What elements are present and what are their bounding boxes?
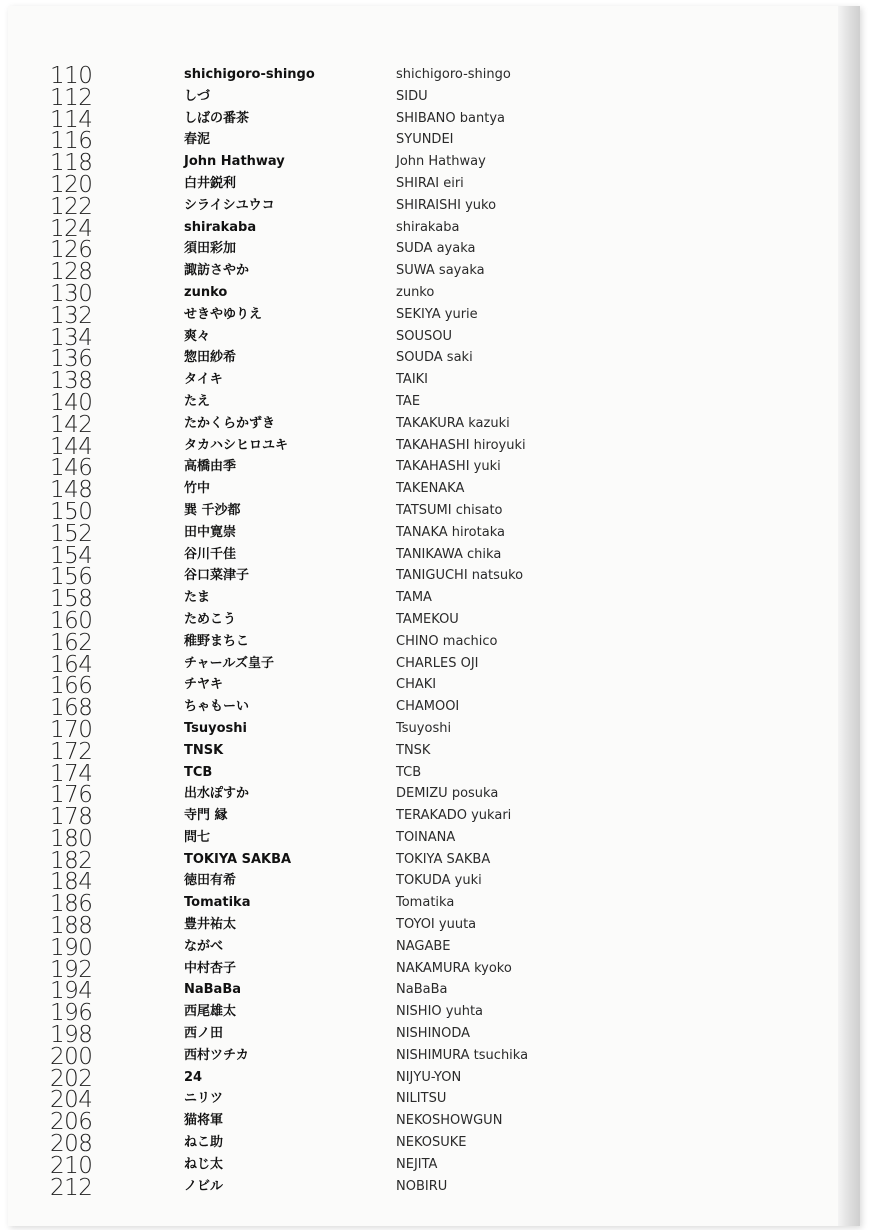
artist-name-romaji: CHINO machico xyxy=(396,633,498,649)
page-number: 174 xyxy=(50,760,93,787)
artist-name-romaji: SYUNDEI xyxy=(396,132,454,148)
page-number: 122 xyxy=(50,193,93,220)
index-row xyxy=(50,542,610,569)
page-number: 210 xyxy=(50,1152,93,1179)
index-row xyxy=(50,171,610,198)
artist-name-romaji: TAIKI xyxy=(396,372,429,388)
artist-name-romaji: TAMEKOU xyxy=(396,611,459,627)
page-number: 206 xyxy=(50,1109,93,1136)
artist-name-romaji: TOINANA xyxy=(396,829,456,845)
index-row xyxy=(50,716,610,743)
index-row xyxy=(50,1109,610,1136)
artist-name-romaji: TAKENAKA xyxy=(396,481,465,497)
page-number: 168 xyxy=(50,695,93,722)
index-row xyxy=(50,1043,610,1070)
page-number: 124 xyxy=(50,215,93,242)
artist-name-romaji: NIJYU-YON xyxy=(396,1069,462,1085)
artist-name: zunko xyxy=(184,284,228,300)
artist-name: 高橋由季 xyxy=(184,459,237,475)
artist-name: 谷川千佳 xyxy=(184,546,237,562)
page-number: 182 xyxy=(50,847,93,874)
artist-name: 諏訪さやか xyxy=(184,263,250,279)
artist-name-romaji: TERAKADO yukari xyxy=(396,808,512,824)
index-row xyxy=(50,324,610,351)
page-number: 146 xyxy=(50,455,93,482)
page-number: 126 xyxy=(50,237,93,264)
artist-name: 稚野まちこ xyxy=(184,633,250,649)
index-row xyxy=(50,128,610,155)
artist-name: 西村ツチカ xyxy=(184,1047,249,1063)
artist-name: ノビル xyxy=(184,1178,224,1194)
page-number: 140 xyxy=(50,389,93,416)
artist-name: たま xyxy=(184,590,211,606)
index-row xyxy=(50,825,610,852)
page-number: 166 xyxy=(50,673,93,700)
page-number: 198 xyxy=(50,1022,93,1049)
index-row xyxy=(50,804,610,831)
index-row xyxy=(50,346,610,373)
index-row xyxy=(50,891,610,918)
artist-name-romaji: TOKUDA yuki xyxy=(396,873,482,889)
page-number: 134 xyxy=(50,324,93,351)
artist-name: シライシユウコ xyxy=(184,197,275,213)
artist-name: タカハシヒロユキ xyxy=(184,437,289,453)
index-row xyxy=(50,150,610,177)
index-row xyxy=(50,847,610,874)
artist-name: 巽 千沙都 xyxy=(184,502,241,518)
artist-name-romaji: TOYOI yuuta xyxy=(396,917,477,933)
artist-name: 出水ぽすか xyxy=(184,786,250,802)
index-row xyxy=(50,302,610,329)
page-number: 160 xyxy=(50,607,93,634)
artist-name-romaji: SHIRAI eiri xyxy=(396,175,464,191)
index-row xyxy=(50,782,610,809)
page-number: 176 xyxy=(50,782,93,809)
artist-name-romaji: SOUSOU xyxy=(396,328,452,344)
index-row xyxy=(50,586,610,613)
artist-name-romaji: NISHINODA xyxy=(396,1026,471,1042)
page-number: 178 xyxy=(50,804,93,831)
artist-name-romaji: NAGABE xyxy=(396,938,451,954)
artist-name-romaji: shirakaba xyxy=(396,219,460,235)
artist-name-romaji: SUDA ayaka xyxy=(396,241,476,257)
index-row xyxy=(50,934,610,961)
artist-name-romaji: shichigoro-shingo xyxy=(396,67,511,82)
artist-name-romaji: NEKOSUKE xyxy=(396,1135,467,1151)
page-number: 170 xyxy=(50,716,93,743)
artist-name-romaji: SUWA sayaka xyxy=(396,263,485,279)
artist-name: しばの番茶 xyxy=(184,110,250,126)
page-number: 180 xyxy=(50,825,93,852)
page-number: 202 xyxy=(50,1065,93,1092)
page-number: 142 xyxy=(50,411,93,438)
page-number: 130 xyxy=(50,280,93,307)
artist-name: shichigoro-shingo xyxy=(184,67,315,82)
page-number: 194 xyxy=(50,978,93,1005)
artist-name-romaji: NILITSU xyxy=(396,1091,447,1107)
artist-name: 谷口菜津子 xyxy=(184,568,250,584)
page-number: 150 xyxy=(50,498,93,525)
artist-name-romaji: TANAKA hirotaka xyxy=(396,524,505,540)
artist-name: 中村杏子 xyxy=(184,960,237,976)
artist-name-romaji: TAE xyxy=(396,393,421,409)
index-row xyxy=(50,913,610,940)
artist-name: ニリツ xyxy=(184,1091,224,1107)
page-number: 190 xyxy=(50,934,93,961)
artist-name: 問七 xyxy=(184,829,211,845)
index-row xyxy=(50,695,610,722)
artist-name: 徳田有希 xyxy=(184,873,237,889)
artist-name: 惣田紗希 xyxy=(184,350,237,366)
page-number: 132 xyxy=(50,302,93,329)
artist-name: 西ノ田 xyxy=(184,1026,224,1042)
page-number: 138 xyxy=(50,368,93,395)
index-row xyxy=(50,389,610,416)
page-number: 120 xyxy=(50,171,93,198)
artist-name: shirakaba xyxy=(184,219,257,235)
index-row xyxy=(50,193,610,220)
artist-name: John Hathway xyxy=(184,154,285,170)
artist-name-romaji: NISHIMURA tsuchika xyxy=(396,1047,529,1063)
page-number: 144 xyxy=(50,433,93,460)
index-row xyxy=(50,564,610,591)
page-number: 186 xyxy=(50,891,93,918)
page-number: 162 xyxy=(50,629,93,656)
artist-name: 竹中 xyxy=(184,481,211,497)
page-number: 114 xyxy=(50,106,93,133)
artist-name: Tsuyoshi xyxy=(184,720,247,736)
artist-name: TCB xyxy=(184,764,213,780)
artist-name: たえ xyxy=(184,393,211,409)
page-number: 212 xyxy=(50,1174,93,1201)
index-row xyxy=(50,106,610,133)
artist-name-romaji: TAMA xyxy=(396,590,432,606)
artist-name-romaji: TAKAKURA kazuki xyxy=(396,415,510,431)
artist-name-romaji: TANIGUCHI natsuko xyxy=(396,568,524,584)
page-number: 136 xyxy=(50,346,93,373)
artist-name: Tomatika xyxy=(184,895,251,911)
artist-name: しづ xyxy=(184,88,211,104)
page-number: 196 xyxy=(50,1000,93,1027)
page-number: 164 xyxy=(50,651,93,678)
artist-name-romaji: CHAMOOI xyxy=(396,699,460,715)
page-number: 152 xyxy=(50,520,93,547)
artist-name: 豊井祐太 xyxy=(184,917,237,933)
index-row xyxy=(50,956,610,983)
artist-name-romaji: TAKAHASHI yuki xyxy=(396,459,501,475)
artist-name-romaji: John Hathway xyxy=(396,154,486,170)
artist-name: 猫将軍 xyxy=(184,1113,224,1129)
index-row xyxy=(50,215,610,242)
artist-name: ためこう xyxy=(184,611,237,627)
artist-name: チヤキ xyxy=(184,677,224,693)
artist-name-romaji: Tomatika xyxy=(396,895,455,911)
index-row xyxy=(50,629,610,656)
index-row xyxy=(50,498,610,525)
artist-name: せきやゆりえ xyxy=(184,306,263,322)
artist-name: ねこ助 xyxy=(184,1135,224,1151)
artist-name-romaji: SEKIYA yurie xyxy=(396,306,478,322)
artist-name: NaBaBa xyxy=(184,982,242,998)
index-row xyxy=(50,869,610,896)
page-number: 148 xyxy=(50,477,93,504)
artist-name-romaji: TCB xyxy=(396,764,422,780)
index-row xyxy=(50,1131,610,1158)
index-row xyxy=(50,259,610,286)
index-row xyxy=(50,1174,610,1201)
index-row xyxy=(50,433,610,460)
artist-name-romaji: CHAKI xyxy=(396,677,437,693)
artist-index-list xyxy=(50,63,610,1201)
page-number: 128 xyxy=(50,259,93,286)
artist-name: 寺門 縁 xyxy=(184,808,228,824)
index-row xyxy=(50,368,610,395)
index-row xyxy=(50,477,610,504)
artist-name-romaji: TOKIYA SAKBA xyxy=(396,851,491,867)
artist-name-romaji: Tsuyoshi xyxy=(396,720,452,736)
page-number: 192 xyxy=(50,956,93,983)
artist-name: チャールズ皇子 xyxy=(184,655,274,671)
index-row xyxy=(50,760,610,787)
artist-name: ちゃもーい xyxy=(184,699,250,715)
artist-name-romaji: NAKAMURA kyoko xyxy=(396,960,512,976)
page-number: 204 xyxy=(50,1087,93,1114)
artist-name: 西尾雄太 xyxy=(184,1004,237,1020)
index-row xyxy=(50,411,610,438)
artist-name: TOKIYA SAKBA xyxy=(184,851,292,867)
index-row xyxy=(50,280,610,307)
artist-name-romaji: SIDU xyxy=(396,88,428,104)
artist-name: 白井鋭利 xyxy=(184,175,237,191)
index-row xyxy=(50,1065,610,1092)
index-row xyxy=(50,1087,610,1114)
index-row xyxy=(50,455,610,482)
page-number: 172 xyxy=(50,738,93,765)
artist-name-romaji: SHIRAISHI yuko xyxy=(396,197,497,213)
artist-name: 須田彩加 xyxy=(184,241,237,257)
page-number: 184 xyxy=(50,869,93,896)
page-number: 200 xyxy=(50,1043,93,1070)
artist-name-romaji: SHIBANO bantya xyxy=(396,110,505,126)
artist-name-romaji: DEMIZU posuka xyxy=(396,786,499,802)
artist-name: TNSK xyxy=(184,742,224,758)
artist-name-romaji: CHARLES OJI xyxy=(396,655,479,671)
artist-name-romaji: NISHIO yuhta xyxy=(396,1004,484,1020)
page-number: 118 xyxy=(50,150,93,177)
index-row xyxy=(50,520,610,547)
index-row xyxy=(50,738,610,765)
page-spine-shadow xyxy=(838,6,860,1226)
page-number: 208 xyxy=(50,1131,93,1158)
page-number: 154 xyxy=(50,542,93,569)
index-row xyxy=(50,651,610,678)
artist-name-romaji: TATSUMI chisato xyxy=(396,502,503,518)
index-row xyxy=(50,607,610,634)
index-row xyxy=(50,1000,610,1027)
artist-name-romaji: NaBaBa xyxy=(396,982,448,998)
index-row xyxy=(50,978,610,1005)
page-number: 158 xyxy=(50,586,93,613)
index-row xyxy=(50,1022,610,1049)
artist-name-romaji: zunko xyxy=(396,284,435,300)
artist-name-romaji: NEKOSHOWGUN xyxy=(396,1113,503,1129)
index-row xyxy=(50,673,610,700)
index-row xyxy=(50,1152,610,1179)
artist-name-romaji: SOUDA saki xyxy=(396,350,473,366)
artist-name-romaji: TANIKAWA chika xyxy=(396,546,502,562)
artist-name: タイキ xyxy=(184,372,223,388)
artist-name-romaji: NOBIRU xyxy=(396,1178,448,1194)
page-number: 116 xyxy=(50,128,93,155)
index-row xyxy=(50,63,610,89)
page-number: 110 xyxy=(50,63,93,89)
artist-name: ねじ太 xyxy=(184,1156,224,1172)
index-row xyxy=(50,84,610,111)
artist-name-romaji: NEJITA xyxy=(396,1156,438,1172)
page-number: 112 xyxy=(50,84,93,111)
index-page xyxy=(8,6,860,1226)
artist-name: ながべ xyxy=(184,938,224,954)
page-number: 156 xyxy=(50,564,93,591)
artist-name-romaji: TNSK xyxy=(396,742,431,758)
artist-name: 田中寛崇 xyxy=(184,524,237,540)
artist-name: 24 xyxy=(184,1069,203,1085)
artist-name: たかくらかずき xyxy=(184,415,276,431)
artist-name-romaji: TAKAHASHI hiroyuki xyxy=(396,437,526,453)
page-number: 188 xyxy=(50,913,93,940)
artist-name: 春泥 xyxy=(184,132,211,148)
index-row xyxy=(50,237,610,264)
artist-name: 爽々 xyxy=(184,328,211,344)
